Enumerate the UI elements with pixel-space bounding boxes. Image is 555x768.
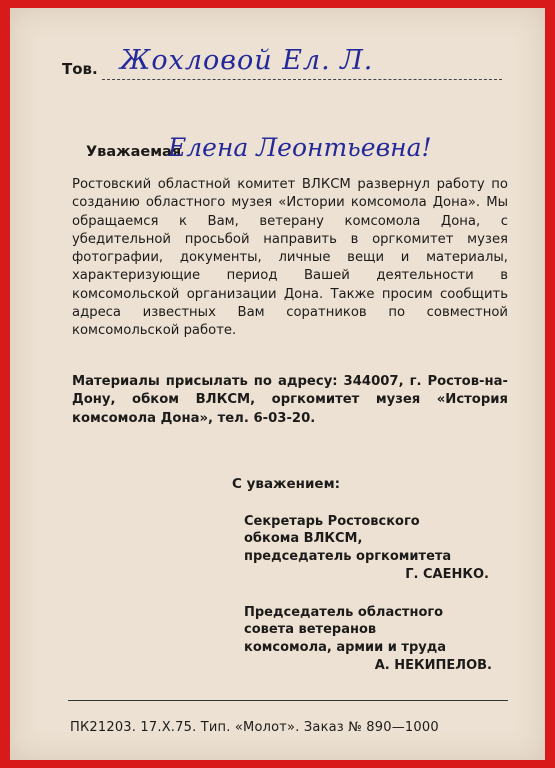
signature-block-2: [244, 604, 492, 675]
greeting-row: [86, 114, 506, 162]
signature-block-1: [244, 513, 489, 584]
signature-2-line-1: Председатель областного: [244, 605, 444, 620]
letter-sheet: [10, 8, 545, 760]
recipient-row: [62, 46, 502, 80]
printing-footer: ПК21203. 17.Х.75. Тип. «Молот». Заказ № 890—1000: [70, 720, 439, 735]
address-paragraph: Материалы присылать по адресу: 344007, г. Ростов-на-Дону, обком ВЛКСМ, оргкомитет музея «История комсомола Дона», тел. 6-03-20.: [72, 374, 508, 426]
body-paragraph: Ростовский областной комитет ВЛКСМ развернул работу по созданию областного музея «Истории комсомола Дона». Мы обращаемся к Вам, ветерану комсомола Дона, с убедительной просьбой направить в оргкомитет музея фотографии, документы, личные вещи и материалы, характеризующие период Вашей деятельности в комсомольской организации Дона. Также просим сообщить адреса известных Вам соратников по совместной комсомольской работе.: [72, 177, 508, 339]
closing-text: С уважением:: [232, 476, 341, 492]
signature-1-line-1: Секретарь Ростовского: [244, 514, 420, 529]
recipient-handwritten-name: Жохловой Ел. Л.: [120, 45, 374, 76]
greeting-label: Уважаемая: [86, 144, 182, 160]
recipient-dotted-line: [102, 79, 502, 80]
signature-2-name: А. НЕКИПЕЛОВ.: [374, 658, 492, 674]
signature-2-line-3: комсомола, армии и труда: [244, 639, 447, 655]
signature-1-line-2: обкома ВЛКСМ,: [244, 531, 363, 547]
signature-1-line-3: председатель оргкомитета: [244, 548, 452, 564]
footer-divider: [68, 700, 508, 701]
greeting-handwritten-name: Елена Леонтьевна!: [168, 133, 432, 162]
signature-1-name: Г. САЕНКО.: [405, 567, 489, 583]
signature-2-line-2: совета ветеранов: [244, 622, 377, 638]
recipient-label: Тов.: [62, 60, 98, 78]
